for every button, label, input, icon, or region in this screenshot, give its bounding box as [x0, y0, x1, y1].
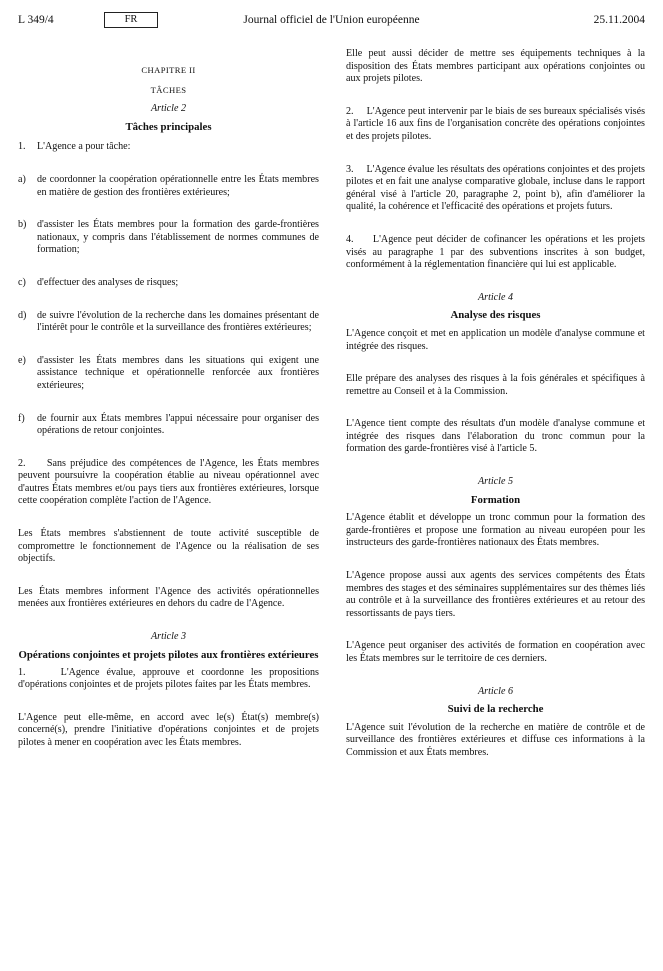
- article-5-paragraph-3: L'Agence peut organiser des activités de formation en coopération avec les États membres sur le territoire de ces derniers.: [346, 640, 645, 664]
- chapter-number: CHAPITRE II: [141, 65, 196, 75]
- article-5-label: Article 5: [477, 476, 514, 488]
- article-4-paragraph-1: L'Agence conçoit et met en application un modèle d'analyse commune et intégrée des risques.: [346, 327, 645, 352]
- page-header: [18, 12, 645, 30]
- page-reference: L 349/4: [18, 14, 54, 26]
- task-item-b: b) d'assister les États membres pour la formation des garde-frontières nationaux, y compris dans l'établissement de normes communes de formation;: [18, 219, 319, 256]
- task-item-f: f) de fournir aux États membres l'appui nécessaire pour organiser des opérations de retour conjointes.: [18, 412, 319, 437]
- article-4-paragraph-2: Elle prépare des analyses des risques à la fois générales et spécifiques à remettre au Conseil et à la Commission.: [346, 373, 645, 397]
- article-3-paragraph-4: 4. L'Agence peut décider de cofinancer les opérations et les projets visés au paragraphe 1 par des subventions inscrites à son budget, conformément à la réglementation financière qui lui est applicable.: [346, 233, 648, 271]
- article-6-paragraph-1: L'Agence suit l'évolution de la recherche en matière de contrôle et de surveillance des frontières extérieures et diffuse ces informations à la Commission et aux États membres.: [346, 721, 645, 758]
- article-2-title: Tâches principales: [125, 120, 212, 133]
- task-item-d: d) de suivre l'évolution de la recherche dans les domaines présentant de l'intérêt pour le contrôle et la surveillance des frontières extérieures;: [18, 309, 319, 334]
- article-5-title: Formation: [470, 493, 521, 506]
- article-3-label: Article 3: [150, 631, 187, 643]
- article-5-paragraph-2: L'Agence propose aussi aux agents des services compétents des États membres des stages et des séminaires supplémentaires sur des thèmes liés au contrôle et à la surveillance des frontières extérieures et au retour des ressortissants de pays tiers.: [346, 570, 645, 619]
- task-item-c: c) d'effectuer des analyses de risques;: [18, 276, 179, 288]
- paragraph-obligation: Les États membres s'abstiennent de toute activité susceptible de compromettre le fonctionnement de l'Agence ou la réalisation de ses objectifs.: [18, 528, 319, 565]
- paragraph-2: 2. Sans préjudice des compétences de l'Agence, les États membres peuvent poursuivre la coopération établie au niveau opérationnel avec d'autres États membres et/ou pays tiers aux frontières extérieures, lorsque cette coopération complète l'action de l'Agence.: [18, 457, 322, 507]
- paragraph-information: Les États membres informent l'Agence des activités opérationnelles menées aux frontières extérieures en dehors du cadre de l'Agence.: [18, 585, 319, 610]
- article-2-label: Article 2: [150, 103, 187, 115]
- left-column: [18, 48, 322, 750]
- right-column: [346, 48, 648, 760]
- article-4-paragraph-3: L'Agence tient compte des résultats d'un modèle d'analyse commune et intégrée des risques dans l'élaboration du tronc commun pour la formation des garde-frontières visé à l'article 5.: [346, 418, 645, 455]
- journal-title: Journal officiel de l'Union européenne: [243, 14, 420, 26]
- language-box: FR: [104, 12, 158, 28]
- article-6-title: Suivi de la recherche: [447, 703, 544, 716]
- article-4-label: Article 4: [477, 291, 514, 303]
- article-5-paragraph-1: L'Agence établit et développe un tronc commun pour la formation des garde-frontières et propose une formation au niveau européen pour les instructeurs des garde-frontières nationaux des États membres.: [346, 512, 645, 549]
- paragraph-1: 1. L'Agence a pour tâche:: [18, 141, 131, 153]
- chapter-title: TÂCHES: [150, 84, 187, 95]
- article-3-paragraph-2: 2. L'Agence peut intervenir par le biais de ses bureaux spécialisés visés à l'article 16 aux fins de l'organisation concrète des opérations conjointes et des projets pilotes.: [346, 105, 648, 142]
- article-6-label: Article 6: [477, 685, 514, 697]
- article-3-paragraph-3: 3. L'Agence évalue les résultats des opérations conjointes et des projets pilotes et en fait une analyse comparative globale, incluse dans le rapport général visé à l'article 20, paragraphe 2, point b), afin d'améliorer la qualité, la cohérence et l'efficacité des opérations et projets futurs.: [346, 163, 648, 213]
- article-3-equipment: Elle peut aussi décider de mettre ses équipements techniques à la disposition des États membres participant aux opérations conjointes ou aux projets pilotes.: [346, 48, 645, 85]
- task-item-a: a) de coordonner la coopération opérationnelle entre les États membres en matière de gestion des frontières extérieures;: [18, 173, 319, 198]
- article-4-title: Analyse des risques: [450, 309, 541, 322]
- publication-date: 25.11.2004: [593, 14, 645, 26]
- article-3-paragraph-1: 1. L'Agence évalue, approuve et coordonne les propositions d'opérations conjointes et de projets pilotes faites par les États membres.: [18, 666, 322, 691]
- task-item-e: e) d'assister les États membres dans les situations qui exigent une assistance technique et opérationnelle renforcée aux frontières extérieures;: [18, 354, 319, 391]
- article-3-title: Opérations conjointes et projets pilotes aux frontières extérieures: [18, 648, 319, 661]
- article-3-initiative: L'Agence peut elle-même, en accord avec le(s) État(s) membre(s) concerné(s), prendre l'initiative d'opérations conjointes et de projets pilotes à mener en coopération avec les États membres.: [18, 711, 319, 748]
